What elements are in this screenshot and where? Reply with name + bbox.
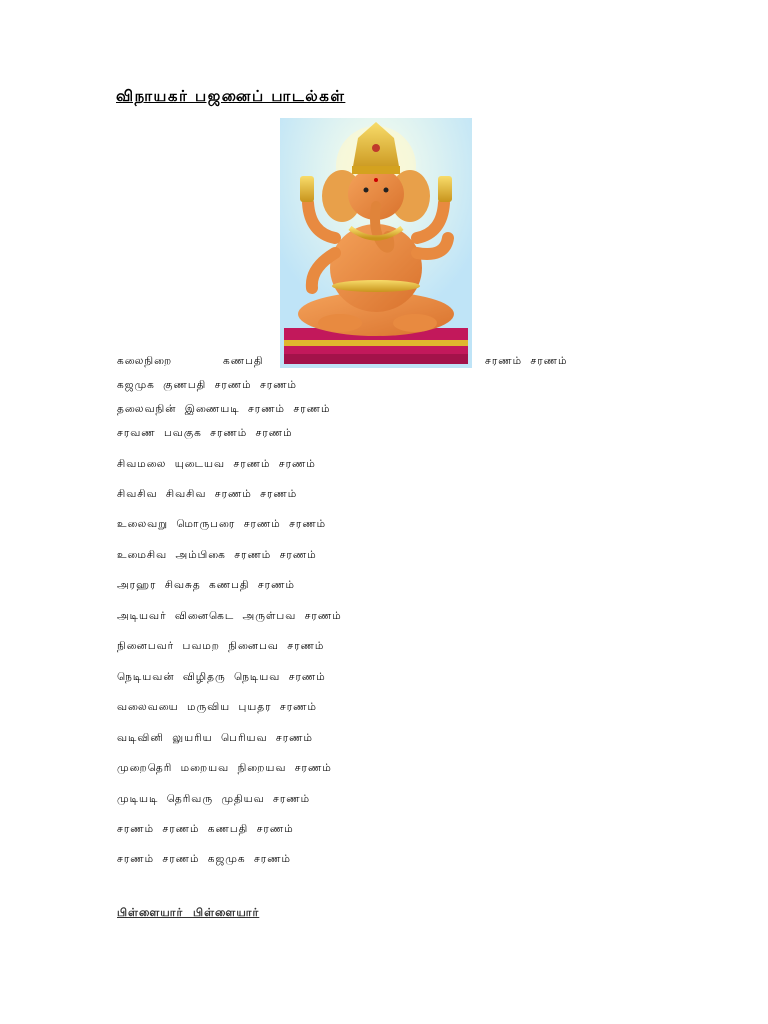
verse-line: சிவசிவ சிவசிவ சரணம் சரணம் bbox=[117, 488, 298, 500]
verse-line: சரணம் சரணம் கணபதி சரணம் bbox=[117, 823, 294, 835]
verse-line: சரவண பவகுக சரணம் சரணம் bbox=[117, 427, 293, 439]
first-line-middle: கணபதி bbox=[223, 355, 264, 367]
verse-line: அரஹர சிவசுத கணபதி சரணம் bbox=[117, 579, 295, 591]
first-line-right: சரணம் சரணம் bbox=[485, 355, 568, 367]
ganesha-illustration bbox=[280, 118, 472, 368]
verse-line: சிவமலை யுடையவ சரணம் சரணம் bbox=[117, 458, 316, 470]
verse-line: நெடியவன் விழிதரு நெடியவ சரணம் bbox=[117, 671, 326, 683]
first-line-left: கலைநிறை bbox=[117, 355, 173, 367]
verse-line: உலைவறு மொருபரை சரணம் சரணம் bbox=[117, 518, 327, 530]
verse-line: முறைதெரி மறையவ நிறையவ சரணம் bbox=[117, 762, 332, 774]
page-title: விநாயகர் பஜனைப் பாடல்கள் bbox=[116, 87, 346, 105]
verse-line: முடியடி தெரிவரு முதியவ சரணம் bbox=[117, 793, 311, 805]
verse-line: வடிவினி லுயரிய பெரியவ சரணம் bbox=[117, 732, 313, 744]
verse-line: தலைவநின் இணையடி சரணம் சரணம் bbox=[117, 403, 331, 415]
section-subtitle: பிள்ளையார் பிள்ளையார் bbox=[117, 906, 260, 919]
verse-line: நினைபவர் பவமற நினைபவ சரணம் bbox=[117, 640, 325, 652]
verse-line: கஜமுக குணபதி சரணம் சரணம் bbox=[117, 379, 298, 391]
verse-line: அடியவர் வினைகெட அருள்பவ சரணம் bbox=[117, 610, 342, 622]
verse-line: வலைவயை மருவிய புயதர சரணம் bbox=[117, 701, 317, 713]
verse-line: உமைசிவ அம்பிகை சரணம் சரணம் bbox=[117, 549, 317, 561]
verse-line: சரணம் சரணம் கஜமுக சரணம் bbox=[117, 853, 292, 865]
